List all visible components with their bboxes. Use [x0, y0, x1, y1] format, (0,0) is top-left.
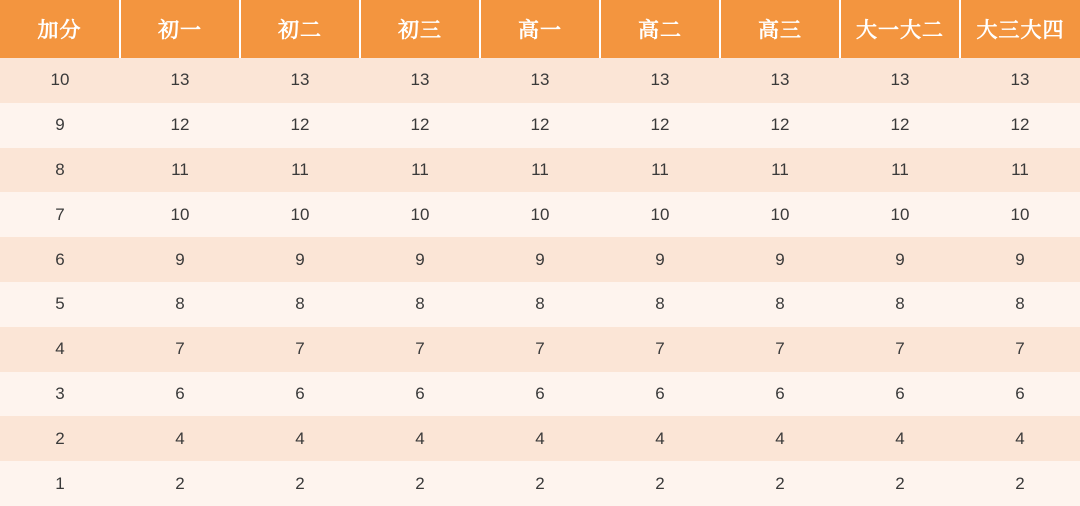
table-cell: 8: [240, 282, 360, 327]
table-cell: 9: [240, 237, 360, 282]
table-cell: 10: [360, 192, 480, 237]
table-cell: 4: [600, 416, 720, 461]
table-cell: 8: [600, 282, 720, 327]
table-cell: 1: [0, 461, 120, 506]
table-cell: 2: [600, 461, 720, 506]
table-cell: 7: [720, 327, 840, 372]
table-cell: 7: [240, 327, 360, 372]
table-cell: 12: [600, 103, 720, 148]
table-cell: 8: [120, 282, 240, 327]
table-row: [0, 372, 1080, 417]
table-cell: 10: [240, 192, 360, 237]
column-header-grade-10: 高一: [480, 0, 600, 58]
table-row: [0, 58, 1080, 103]
table-cell: 9: [360, 237, 480, 282]
table-cell: 8: [840, 282, 960, 327]
table-cell: 10: [960, 192, 1080, 237]
table-cell: 10: [600, 192, 720, 237]
table-row: [0, 327, 1080, 372]
table-header-row: [0, 0, 1080, 58]
column-header-grade-7: 初一: [120, 0, 240, 58]
table-cell: 13: [240, 58, 360, 103]
table-cell: 5: [0, 282, 120, 327]
table-cell: 9: [480, 237, 600, 282]
table-cell: 4: [720, 416, 840, 461]
table-cell: 12: [480, 103, 600, 148]
table-cell: 7: [360, 327, 480, 372]
table-cell: 13: [720, 58, 840, 103]
table-cell: 9: [600, 237, 720, 282]
table-cell: 12: [360, 103, 480, 148]
table-cell: 10: [0, 58, 120, 103]
table-cell: 8: [0, 148, 120, 193]
table-cell: 4: [840, 416, 960, 461]
table-cell: 7: [960, 327, 1080, 372]
table-body: [0, 58, 1080, 506]
table-cell: 7: [0, 192, 120, 237]
column-header-grade-8: 初二: [240, 0, 360, 58]
table-cell: 11: [840, 148, 960, 193]
table-cell: 10: [840, 192, 960, 237]
table-row: [0, 148, 1080, 193]
table-cell: 4: [240, 416, 360, 461]
table-cell: 13: [480, 58, 600, 103]
column-header-grade-12: 高三: [720, 0, 840, 58]
table-cell: 4: [960, 416, 1080, 461]
column-header-grade-11: 高二: [600, 0, 720, 58]
table-cell: 9: [840, 237, 960, 282]
table-cell: 9: [0, 103, 120, 148]
table-cell: 2: [480, 461, 600, 506]
column-header-bonus: 加分: [0, 0, 120, 58]
table-cell: 2: [120, 461, 240, 506]
table-cell: 2: [840, 461, 960, 506]
table-cell: 8: [480, 282, 600, 327]
table-cell: 10: [720, 192, 840, 237]
table-cell: 2: [360, 461, 480, 506]
table-cell: 11: [720, 148, 840, 193]
table-cell: 10: [120, 192, 240, 237]
table-cell: 2: [960, 461, 1080, 506]
table-cell: 11: [600, 148, 720, 193]
table-cell: 11: [360, 148, 480, 193]
table-cell: 10: [480, 192, 600, 237]
table-cell: 6: [720, 372, 840, 417]
table-row: [0, 416, 1080, 461]
table-cell: 4: [0, 327, 120, 372]
table-cell: 6: [0, 237, 120, 282]
table-cell: 12: [840, 103, 960, 148]
table-cell: 6: [480, 372, 600, 417]
table-cell: 7: [600, 327, 720, 372]
table-cell: 8: [960, 282, 1080, 327]
column-header-university-1-2: 大一大二: [840, 0, 960, 58]
table-row: [0, 282, 1080, 327]
column-header-university-3-4: 大三大四: [960, 0, 1080, 58]
table-row: [0, 237, 1080, 282]
table-cell: 4: [120, 416, 240, 461]
table-cell: 2: [240, 461, 360, 506]
table-cell: 6: [960, 372, 1080, 417]
table-cell: 13: [120, 58, 240, 103]
table-cell: 12: [240, 103, 360, 148]
table-cell: 12: [120, 103, 240, 148]
table-cell: 7: [840, 327, 960, 372]
table-cell: 13: [960, 58, 1080, 103]
column-header-grade-9: 初三: [360, 0, 480, 58]
table-cell: 4: [480, 416, 600, 461]
table-cell: 6: [120, 372, 240, 417]
table-cell: 2: [0, 416, 120, 461]
table-cell: 11: [120, 148, 240, 193]
table-row: [0, 103, 1080, 148]
table-cell: 6: [600, 372, 720, 417]
table-cell: 3: [0, 372, 120, 417]
table-cell: 9: [120, 237, 240, 282]
table-cell: 9: [960, 237, 1080, 282]
table-cell: 6: [840, 372, 960, 417]
table-cell: 6: [360, 372, 480, 417]
table-cell: 11: [480, 148, 600, 193]
table-row: [0, 192, 1080, 237]
table-cell: 12: [960, 103, 1080, 148]
table-cell: 13: [360, 58, 480, 103]
table-cell: 6: [240, 372, 360, 417]
table-header: [0, 0, 1080, 58]
table-cell: 8: [360, 282, 480, 327]
table-cell: 2: [720, 461, 840, 506]
table-cell: 4: [360, 416, 480, 461]
table-cell: 7: [120, 327, 240, 372]
table-cell: 8: [720, 282, 840, 327]
table-cell: 9: [720, 237, 840, 282]
table-cell: 11: [960, 148, 1080, 193]
table-cell: 7: [480, 327, 600, 372]
table-cell: 13: [840, 58, 960, 103]
table-cell: 13: [600, 58, 720, 103]
table-cell: 12: [720, 103, 840, 148]
table-row: [0, 461, 1080, 506]
table-cell: 11: [240, 148, 360, 193]
